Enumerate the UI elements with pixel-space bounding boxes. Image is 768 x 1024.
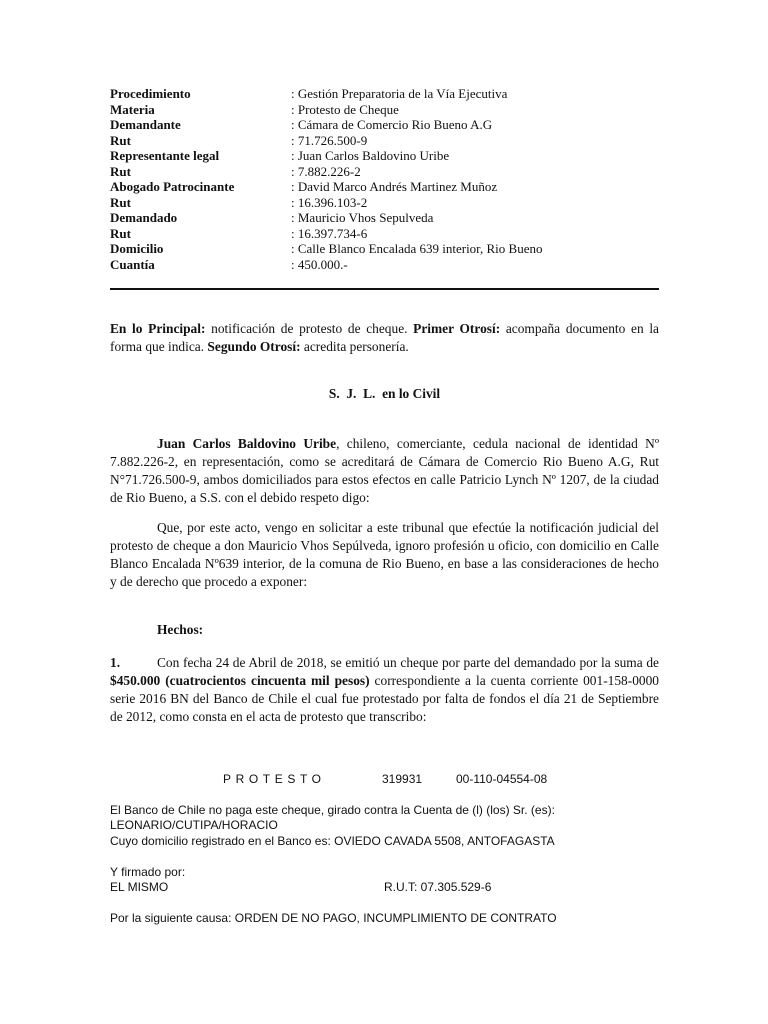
otrosi2-text: acredita personería. [300,339,409,354]
header-label: Rut [110,194,131,210]
protest-rut: R.U.T: 07.305.529-6 [384,880,492,894]
header-value: : Cámara de Comercio Rio Bueno A.G [291,117,493,132]
header-row [110,117,670,133]
header-label: Rut [110,225,131,241]
header-label: Rut [110,163,131,179]
header-row [110,226,670,242]
principal-label: En lo Principal: [110,321,206,336]
header-row [110,241,670,257]
header-label: Representante legal [110,148,220,163]
header-value: : 7.882.226-2 [291,163,361,179]
header-label: Demandante [110,117,181,132]
case-header [110,86,670,272]
protest-title: PROTESTO [223,772,326,786]
summary-paragraph [110,320,659,356]
header-label: Procedimiento [110,86,191,101]
protest-code: 00-110-04554-08 [456,772,548,786]
header-value: : Mauricio Vhos Sepulveda [291,210,434,225]
protest-line-2: LEONARIO/CUTIPA/HORACIO [110,818,278,832]
otrosi1-label: Primer Otrosí: [413,321,501,336]
fact-text-b: correspondiente a la cuenta corriente 001-158-0000 serie 2016 BN del Banco de Chile el cual fue protestado por falta de fondos el día 21 de Septiembre de 2012, como consta en el acta de protesto que transcribo: [110,673,659,724]
header-label: Rut [110,132,131,148]
header-row [110,164,670,180]
protest-signed-label: Y firmado por: [110,865,186,879]
request-paragraph: Que, por este acto, vengo en solicitar a este tribunal que efectúe la notificación judicial del protesto de cheque a don Mauricio Vhos Sepúlveda, ignoro profesión u oficio, con domicilio en Calle Blanco Encalada Nº639 interior, de la comuna de Rio Bueno, en base a las consideraciones de hecho y de derecho que procedo a exponer: [110,520,659,589]
otrosi2-label: Segundo Otrosí: [207,339,301,354]
header-label: Demandado [110,210,178,225]
header-label: Abogado Patrocinante [110,179,235,194]
court-title: S. J. L. en lo Civil [328,386,441,401]
header-value: : Calle Blanco Encalada 639 interior, Rio Bueno [291,241,543,256]
header-value: : Juan Carlos Baldovino Uribe [291,148,450,163]
principal-text: notificación de protesto de cheque. [205,321,414,336]
header-label: Cuantía [110,256,155,272]
intro-text: , chileno, comerciante, cedula nacional de identidad Nº 7.882.226-2, en representación, como se acreditará de Cámara de Comercio Rio Bueno A.G, Rut N°71.726.500-9, ambos domiciliados para estos efectos en calle Patricio Lynch Nº 1207, de la ciudad de Rio Bueno, a S.S. con el debido respeto digo: [110,436,659,505]
protest-line-3: Cuyo domicilio registrado en el Banco es: OVIEDO CAVADA 5508, ANTOFAGASTA [110,834,555,848]
header-row [110,133,670,149]
petitioner-name: Juan Carlos Baldovino Uribe [157,436,337,451]
header-label: Domicilio [110,241,164,256]
header-value: : 450.000.- [291,256,348,272]
header-row [110,179,670,195]
intro-paragraph [110,435,659,507]
protest-cause: Por la siguiente causa: ORDEN DE NO PAGO, INCUMPLIMIENTO DE CONTRATO [110,911,557,925]
header-value: : David Marco Andrés Martinez Muñoz [291,179,498,194]
otrosi1-text: acompaña documento en la forma que indica. [110,321,659,354]
header-value: : Protesto de Cheque [291,101,399,117]
facts-heading: Hechos: [157,622,204,637]
header-value: : 71.726.500-9 [291,132,368,148]
fact-item-1 [110,654,659,726]
header-value: : 16.396.103-2 [291,194,368,210]
header-value: : 16.397.734-6 [291,225,368,241]
header-row [110,86,670,102]
protest-line-1: El Banco de Chile no paga este cheque, girado contra la Cuenta de (l) (los) Sr. (es): [110,803,555,817]
header-row [110,210,670,226]
protest-number: 319931 [382,772,423,786]
fact-amount: $450.000 (cuatrocientos cincuenta mil pesos) [110,673,370,688]
header-row [110,102,670,118]
protest-signer: EL MISMO [110,880,169,894]
header-value: : Gestión Preparatoria de la Vía Ejecutiva [291,86,508,101]
header-row [110,148,670,164]
horizontal-divider [110,288,659,290]
fact-text-a: Con fecha 24 de Abril de 2018, se emitió un cheque por parte del demandado por la suma de [157,655,659,670]
header-label: Materia [110,101,155,117]
header-row [110,195,670,211]
fact-number: 1. [110,655,121,670]
header-row [110,257,670,273]
